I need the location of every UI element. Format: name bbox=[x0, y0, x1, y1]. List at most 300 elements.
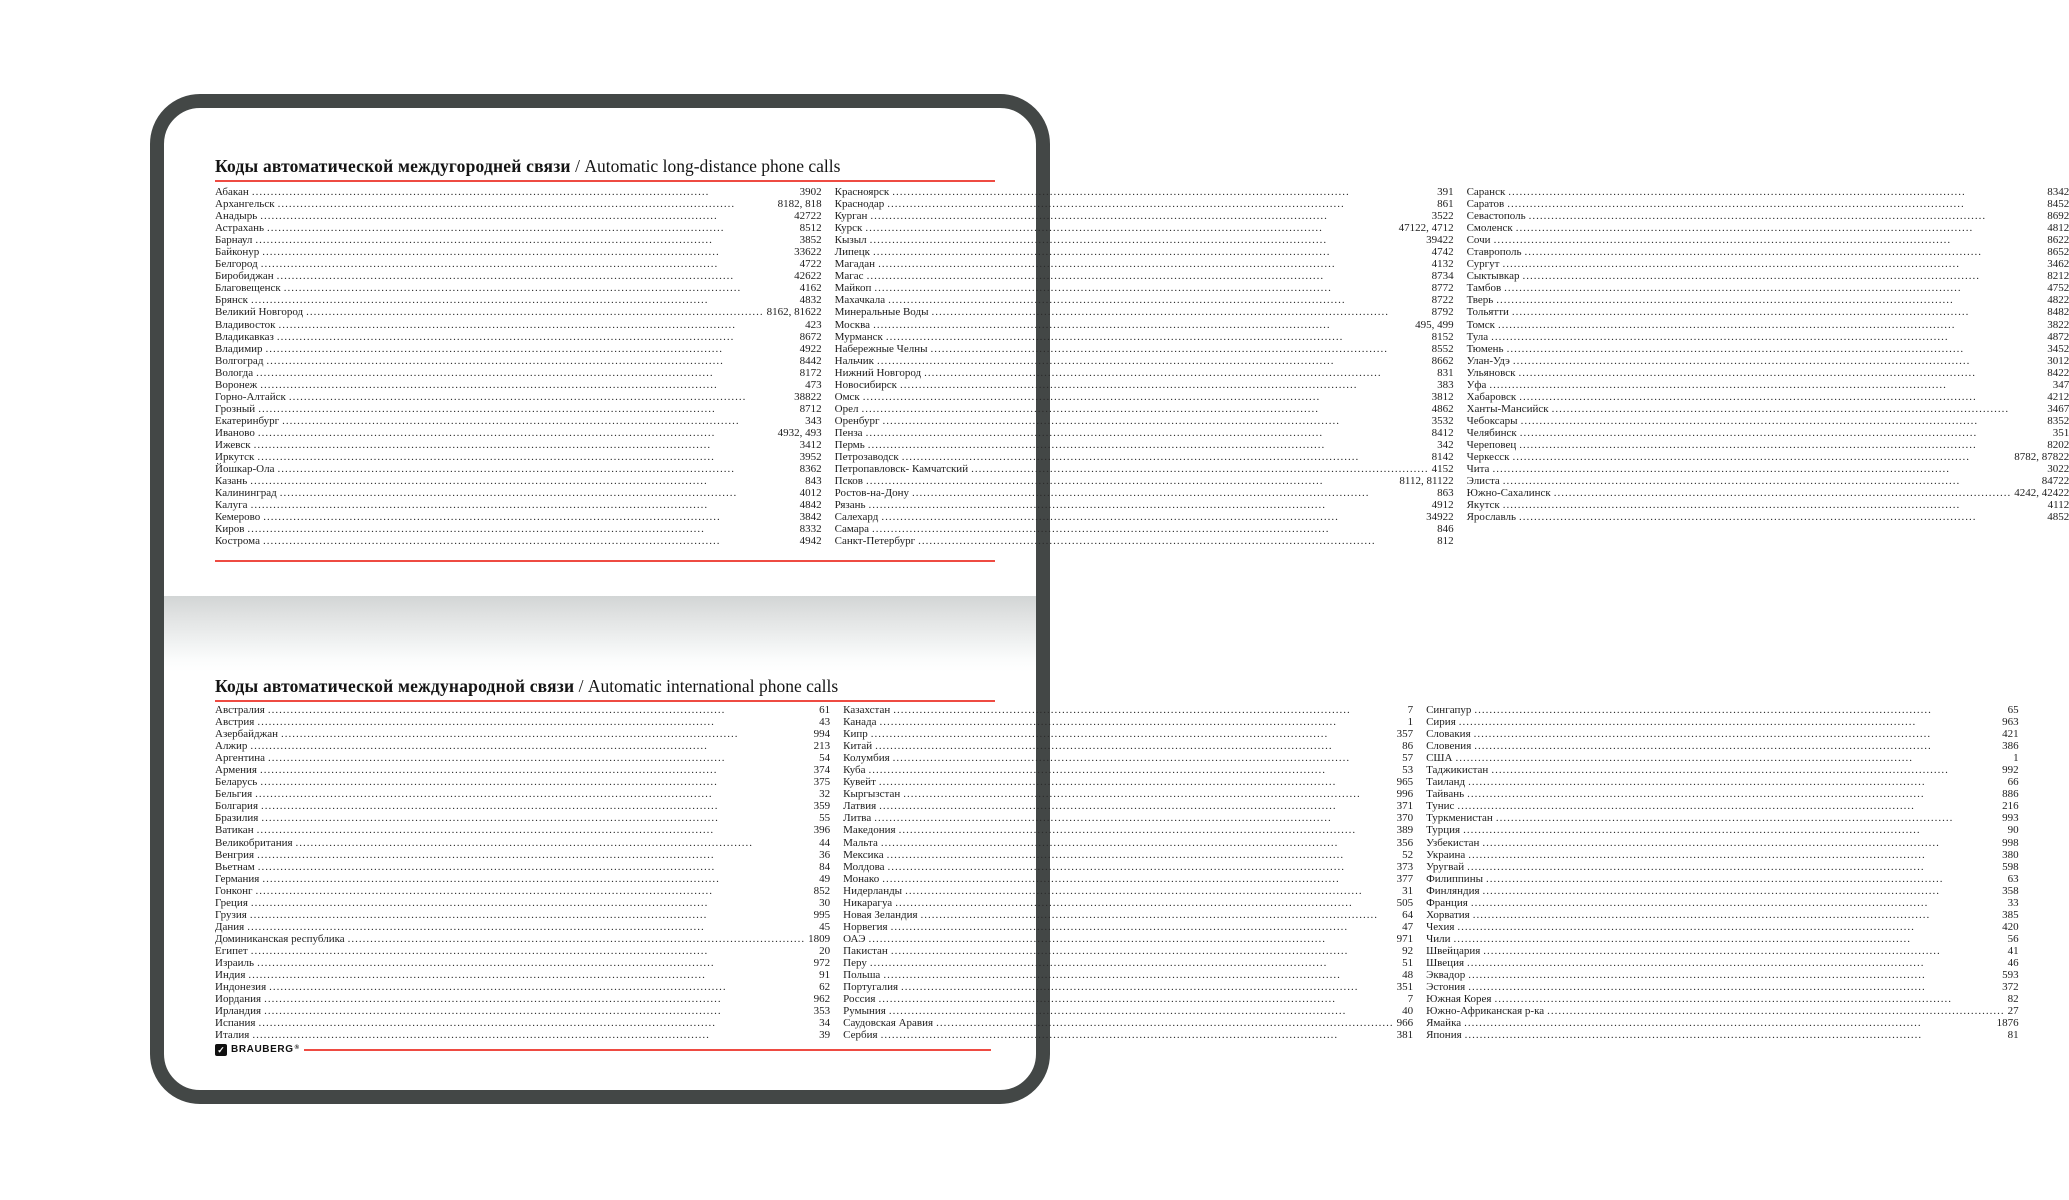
phone-code-entry bbox=[835, 331, 1454, 343]
entry-code: 3532 bbox=[1431, 414, 1454, 427]
entry-name: США bbox=[1426, 752, 1453, 765]
entry-code: 216 bbox=[2002, 800, 2019, 813]
entry-name: Тамбов bbox=[1466, 282, 1502, 295]
entry-code: 886 bbox=[2002, 788, 2019, 801]
entry-name: Дания bbox=[215, 920, 245, 933]
dot-leader bbox=[903, 788, 1393, 800]
phone-code-entry bbox=[1467, 270, 2069, 282]
phone-code-entry bbox=[835, 294, 1454, 306]
phone-code-entry bbox=[215, 837, 830, 849]
entry-name: Кувейт bbox=[843, 776, 876, 789]
entry-code: 421 bbox=[2002, 728, 2019, 741]
dot-leader bbox=[1504, 282, 2044, 294]
phone-code-entry bbox=[1467, 306, 2069, 318]
entry-name: Анадырь bbox=[215, 210, 258, 223]
phone-code-entry bbox=[215, 800, 830, 812]
phone-code-entry bbox=[843, 861, 1413, 873]
dot-leader bbox=[1457, 921, 1999, 933]
phone-code-entry bbox=[843, 969, 1413, 981]
entry-name: Южно-Сахалинск bbox=[1466, 487, 1551, 500]
entry-code: 54 bbox=[819, 752, 831, 765]
entry-code: 64 bbox=[1402, 908, 1414, 921]
entry-code: 372 bbox=[2002, 981, 2019, 994]
dot-leader bbox=[257, 849, 816, 861]
entry-name: Бельгия bbox=[215, 788, 253, 801]
dot-leader bbox=[875, 740, 1399, 752]
entry-name: Улан-Удэ bbox=[1466, 354, 1510, 367]
entry-name: Румыния bbox=[843, 1005, 886, 1018]
entry-code: 994 bbox=[813, 728, 831, 741]
entry-name: Калининград bbox=[215, 487, 277, 500]
phone-code-entry bbox=[215, 222, 822, 234]
dot-leader bbox=[289, 391, 791, 403]
phone-code-entry bbox=[215, 463, 822, 475]
dot-leader bbox=[921, 909, 1400, 921]
phone-code-entry bbox=[1467, 511, 2069, 523]
phone-code-entry bbox=[843, 897, 1413, 909]
dot-leader bbox=[887, 849, 1400, 861]
code-column-2 bbox=[843, 704, 1413, 1041]
entry-code: 38822 bbox=[794, 390, 822, 403]
phone-code-entry bbox=[215, 379, 822, 391]
entry-name: Россия bbox=[843, 993, 876, 1006]
dot-leader bbox=[881, 837, 1394, 849]
dot-leader bbox=[284, 282, 797, 294]
entry-code: 34 bbox=[819, 1017, 831, 1030]
phone-code-entry bbox=[215, 258, 822, 270]
dot-leader bbox=[1508, 186, 2044, 198]
phone-code-entry bbox=[1426, 897, 2019, 909]
section-title-ru: Коды автоматической международной связи bbox=[215, 676, 575, 696]
phone-code-entry bbox=[835, 403, 1454, 415]
dot-leader bbox=[872, 523, 1434, 535]
entry-code: 4722 bbox=[799, 258, 822, 271]
dot-leader bbox=[1489, 379, 2049, 391]
entry-name: Москва bbox=[834, 318, 871, 331]
entry-name: Швейцария bbox=[1426, 944, 1481, 957]
phone-code-entry bbox=[835, 222, 1454, 234]
dot-leader bbox=[893, 752, 1399, 764]
dot-leader bbox=[281, 728, 811, 740]
entry-code: 4162 bbox=[799, 282, 822, 295]
entry-code: 343 bbox=[805, 414, 822, 427]
dot-leader bbox=[936, 1017, 1394, 1029]
entry-name: Салехард bbox=[834, 511, 879, 524]
phone-code-entry bbox=[1467, 355, 2069, 367]
section-title-en: / Automatic long-distance phone calls bbox=[575, 156, 841, 176]
entry-code: 420 bbox=[2002, 920, 2019, 933]
entry-name: Якутск bbox=[1466, 499, 1500, 512]
phone-code-entry bbox=[215, 861, 830, 873]
dot-leader bbox=[258, 1017, 816, 1029]
entry-name: Нальчик bbox=[834, 354, 874, 367]
phone-code-entry bbox=[215, 487, 822, 499]
entry-code: 861 bbox=[1437, 198, 1454, 211]
entry-code: 8112, 81122 bbox=[1399, 475, 1454, 488]
entry-code: 8512 bbox=[799, 222, 822, 235]
dot-leader bbox=[1467, 957, 2005, 969]
entry-code: 971 bbox=[1396, 932, 1414, 945]
entry-name: Мальта bbox=[843, 836, 878, 849]
entry-name: Казахстан bbox=[843, 704, 891, 716]
entry-code: 8672 bbox=[799, 330, 822, 343]
dot-leader bbox=[255, 885, 810, 897]
entry-code: 4942 bbox=[799, 535, 822, 548]
entry-name: Тюмень bbox=[1466, 342, 1504, 355]
phone-code-entry bbox=[215, 812, 830, 824]
dot-leader bbox=[260, 379, 802, 391]
entry-code: 47 bbox=[1402, 920, 1414, 933]
phone-code-entry bbox=[1467, 331, 2069, 343]
dot-leader bbox=[1491, 764, 1999, 776]
entry-code: 383 bbox=[1437, 378, 1454, 391]
entry-code: 8782, 87822 bbox=[2014, 451, 2069, 464]
entry-code: 3462 bbox=[2047, 258, 2069, 271]
entry-name: Великобритания bbox=[215, 836, 293, 849]
entry-code: 3012 bbox=[2047, 354, 2069, 367]
phone-code-entry bbox=[843, 957, 1413, 969]
entry-name: Швеция bbox=[1426, 956, 1465, 969]
phone-code-entry bbox=[215, 415, 822, 427]
phone-code-entry bbox=[215, 343, 822, 355]
entry-code: 7 bbox=[1407, 704, 1414, 716]
entry-code: 8182, 818 bbox=[777, 198, 822, 211]
entry-code: 965 bbox=[1396, 776, 1414, 789]
phone-code-entry bbox=[1467, 186, 2069, 198]
entry-code: 55 bbox=[819, 812, 831, 825]
dot-leader bbox=[891, 945, 1399, 957]
entry-code: 4012 bbox=[799, 487, 822, 500]
phone-code-entry bbox=[843, 740, 1413, 752]
entry-name: Перу bbox=[843, 956, 867, 969]
phone-code-entry bbox=[1467, 451, 2069, 463]
entry-code: 377 bbox=[1396, 872, 1414, 885]
dot-leader bbox=[1507, 198, 2044, 210]
phone-code-entry bbox=[843, 728, 1413, 740]
entry-name: Киров bbox=[215, 523, 245, 536]
entry-name: Алжир bbox=[215, 740, 248, 753]
entry-code: 52 bbox=[1402, 848, 1414, 861]
dot-leader bbox=[869, 764, 1400, 776]
entry-name: Брянск bbox=[215, 294, 248, 307]
phone-code-entry bbox=[1467, 475, 2069, 487]
dot-leader bbox=[261, 258, 797, 270]
dot-leader bbox=[971, 463, 1429, 475]
phone-code-entry bbox=[215, 427, 822, 439]
entry-name: Курск bbox=[834, 222, 863, 235]
entry-code: 8142 bbox=[1431, 451, 1454, 464]
phone-code-entry bbox=[843, 752, 1413, 764]
entry-code: 8412 bbox=[1431, 426, 1454, 439]
entry-name: Сирия bbox=[1426, 716, 1456, 729]
entry-code: 3412 bbox=[799, 438, 822, 451]
entry-code: 353 bbox=[813, 1005, 831, 1018]
dot-leader bbox=[1507, 343, 2045, 355]
entry-code: 863 bbox=[1437, 487, 1454, 500]
section-title-en: / Automatic international phone calls bbox=[578, 676, 839, 696]
entry-name: Ханты-Мансийск bbox=[1466, 402, 1549, 415]
dot-leader bbox=[1464, 1017, 1994, 1029]
brauberg-checkmark-icon: ✓ bbox=[215, 1044, 227, 1056]
dot-leader bbox=[902, 451, 1429, 463]
phone-code-entry bbox=[215, 981, 830, 993]
dot-leader bbox=[282, 415, 802, 427]
entry-code: 8452 bbox=[2047, 198, 2069, 211]
dot-leader bbox=[1503, 499, 2045, 511]
entry-name: Гонконг bbox=[215, 884, 253, 897]
entry-code: 423 bbox=[805, 318, 822, 331]
dot-leader bbox=[912, 487, 1434, 499]
dot-leader bbox=[263, 511, 796, 523]
entry-code: 371 bbox=[1396, 800, 1414, 813]
entry-code: 1 bbox=[1407, 716, 1414, 729]
entry-code: 992 bbox=[2002, 764, 2019, 777]
dot-leader bbox=[263, 535, 797, 547]
dot-leader bbox=[251, 945, 816, 957]
entry-code: 44 bbox=[819, 836, 831, 849]
entry-name: Колумбия bbox=[843, 752, 890, 765]
dot-leader bbox=[1520, 427, 2050, 439]
entry-code: 351 bbox=[1396, 981, 1414, 994]
phone-code-entry bbox=[843, 849, 1413, 861]
entry-code: 33 bbox=[2007, 896, 2019, 909]
code-column-3 bbox=[1426, 704, 2019, 1041]
entry-code: 351 bbox=[2052, 426, 2069, 439]
entry-code: 56 bbox=[2007, 932, 2019, 945]
entry-name: Мурманск bbox=[834, 330, 883, 343]
entry-code: 374 bbox=[813, 764, 831, 777]
entry-name: Словения bbox=[1426, 740, 1472, 753]
dot-leader bbox=[888, 861, 1394, 873]
dot-leader bbox=[1459, 716, 1999, 728]
phone-code-entry bbox=[215, 1005, 830, 1017]
footer bbox=[215, 1044, 991, 1056]
dot-leader bbox=[1519, 439, 2044, 451]
entry-code: 3822 bbox=[2047, 318, 2069, 331]
dot-leader bbox=[1494, 234, 2045, 246]
entry-code: 8552 bbox=[1431, 342, 1454, 355]
entry-name: Кипр bbox=[843, 728, 868, 741]
phone-code-entry bbox=[215, 367, 822, 379]
phone-code-entry bbox=[835, 535, 1454, 547]
phone-code-entry bbox=[1426, 1029, 2019, 1041]
entry-name: Израиль bbox=[215, 956, 255, 969]
dot-leader bbox=[905, 885, 1399, 897]
phone-code-entry bbox=[1467, 210, 2069, 222]
entry-name: Пакистан bbox=[843, 944, 888, 957]
phone-code-entry bbox=[1426, 933, 2019, 945]
entry-name: Липецк bbox=[834, 246, 870, 259]
phone-code-entry bbox=[835, 451, 1454, 463]
entry-name: Сургут bbox=[1466, 258, 1500, 271]
entry-name: Магас bbox=[834, 270, 864, 283]
entry-code: 213 bbox=[813, 740, 831, 753]
entry-code: 4922 bbox=[799, 342, 822, 355]
entry-name: Ставрополь bbox=[1466, 246, 1522, 259]
phone-code-entry bbox=[1467, 379, 2069, 391]
phone-code-entry bbox=[835, 210, 1454, 222]
entry-name: Ижевск bbox=[215, 438, 251, 451]
entry-code: 8734 bbox=[1431, 270, 1454, 283]
phone-code-entry bbox=[1426, 861, 2019, 873]
dot-leader bbox=[888, 294, 1428, 306]
phone-code-entry bbox=[1426, 788, 2019, 800]
dot-leader bbox=[871, 728, 1394, 740]
entry-name: Воронеж bbox=[215, 378, 258, 391]
dot-leader bbox=[866, 427, 1429, 439]
entry-code: 8162, 81622 bbox=[766, 306, 822, 319]
phone-code-entry bbox=[1467, 463, 2069, 475]
entry-name: Рязань bbox=[834, 499, 866, 512]
entry-name: Иордания bbox=[215, 993, 262, 1006]
dot-leader bbox=[257, 957, 811, 969]
entry-code: 4912 bbox=[1431, 499, 1454, 512]
entry-code: 8422 bbox=[2047, 366, 2069, 379]
entry-code: 82 bbox=[2007, 993, 2019, 1006]
dot-leader bbox=[879, 993, 1405, 1005]
phone-code-entry bbox=[1426, 993, 2019, 1005]
phone-code-entry bbox=[215, 824, 830, 836]
entry-code: 47122, 4712 bbox=[1398, 222, 1454, 235]
phone-code-entry bbox=[215, 752, 830, 764]
dot-leader bbox=[266, 343, 797, 355]
dot-leader bbox=[1465, 1029, 2005, 1041]
phone-code-entry bbox=[215, 210, 822, 222]
entry-name: Курган bbox=[834, 210, 868, 223]
entry-name: Ростов-на-Дону bbox=[834, 487, 909, 500]
entry-name: Молдова bbox=[843, 860, 885, 873]
phone-code-entry bbox=[835, 487, 1454, 499]
phone-code-entry bbox=[835, 319, 1454, 331]
entry-name: Беларусь bbox=[215, 776, 258, 789]
dot-leader bbox=[1512, 451, 2011, 463]
entry-name: Севастополь bbox=[1466, 210, 1526, 223]
dot-leader bbox=[866, 475, 1396, 487]
phone-code-entry bbox=[835, 198, 1454, 210]
entry-code: 20 bbox=[819, 944, 831, 957]
diary-pages bbox=[164, 108, 2069, 1090]
entry-name: Набережные Челны bbox=[834, 342, 928, 355]
entry-code: 84 bbox=[819, 860, 831, 873]
dot-leader bbox=[257, 451, 796, 463]
entry-name: Чебоксары bbox=[1466, 414, 1518, 427]
international-code-list bbox=[215, 704, 2019, 1042]
entry-code: 86 bbox=[1402, 740, 1414, 753]
entry-code: 1876 bbox=[1996, 1017, 2019, 1030]
dot-leader bbox=[277, 270, 791, 282]
phone-code-entry bbox=[1426, 752, 2019, 764]
dot-leader bbox=[1519, 391, 2044, 403]
entry-name: Куба bbox=[843, 764, 866, 777]
phone-code-entry bbox=[1426, 885, 2019, 897]
entry-code: 972 bbox=[813, 956, 831, 969]
dot-leader bbox=[266, 355, 796, 367]
dot-leader bbox=[1486, 873, 2005, 885]
dot-leader bbox=[879, 716, 1404, 728]
phone-code-entry bbox=[215, 451, 822, 463]
dot-leader bbox=[277, 463, 796, 475]
phone-code-entry bbox=[843, 776, 1413, 788]
entry-code: 27 bbox=[2007, 1005, 2019, 1018]
entry-name: Черкесск bbox=[1466, 451, 1510, 464]
dot-leader bbox=[1516, 222, 2045, 234]
entry-name: Туркменистан bbox=[1426, 812, 1493, 825]
entry-code: 385 bbox=[2002, 908, 2019, 921]
page-fold-gradient bbox=[164, 596, 1036, 672]
entry-name: Турция bbox=[1426, 824, 1461, 837]
entry-name: Чита bbox=[1466, 463, 1490, 476]
dot-leader bbox=[1529, 210, 2045, 222]
entry-name: ОАЭ bbox=[843, 932, 866, 945]
entry-code: 53 bbox=[1402, 764, 1414, 777]
phone-code-entry bbox=[835, 391, 1454, 403]
dot-leader bbox=[918, 535, 1434, 547]
dot-leader bbox=[900, 379, 1434, 391]
entry-code: 4852 bbox=[2047, 511, 2069, 524]
phone-code-entry bbox=[215, 704, 830, 716]
phone-code-entry bbox=[1426, 716, 2019, 728]
dot-leader bbox=[878, 258, 1429, 270]
phone-code-entry bbox=[835, 282, 1454, 294]
entry-code: 45 bbox=[819, 920, 831, 933]
dot-leader bbox=[262, 873, 816, 885]
entry-name: Эквадор bbox=[1426, 969, 1466, 982]
entry-name: Таджикистан bbox=[1426, 764, 1489, 777]
entry-name: Индия bbox=[215, 969, 246, 982]
entry-code: 389 bbox=[1396, 824, 1414, 837]
phone-code-entry bbox=[215, 403, 822, 415]
dot-leader bbox=[268, 704, 816, 716]
phone-code-entry bbox=[215, 331, 822, 343]
entry-code: 396 bbox=[813, 824, 831, 837]
entry-code: 1 bbox=[2013, 752, 2019, 765]
dot-leader bbox=[1483, 885, 2000, 897]
phone-code-entry bbox=[215, 921, 830, 933]
entry-name: Череповец bbox=[1466, 438, 1517, 451]
entry-name: Канада bbox=[843, 716, 877, 729]
dot-leader bbox=[1468, 776, 2004, 788]
dot-leader bbox=[874, 812, 1393, 824]
dot-leader bbox=[1519, 511, 2044, 523]
entry-name: Сочи bbox=[1466, 234, 1491, 247]
phone-code-entry bbox=[1467, 319, 2069, 331]
long-distance-code-list bbox=[215, 186, 2069, 548]
entry-code: 8792 bbox=[1431, 306, 1454, 319]
code-column-1 bbox=[215, 704, 830, 1041]
entry-code: 995 bbox=[813, 908, 831, 921]
phone-code-entry bbox=[835, 475, 1454, 487]
dot-leader bbox=[865, 222, 1395, 234]
entry-name: Калуга bbox=[215, 499, 248, 512]
entry-name: Украина bbox=[1426, 848, 1466, 861]
entry-code: 62 bbox=[819, 981, 831, 994]
entry-name: Южная Корея bbox=[1426, 993, 1492, 1006]
section-title-ru: Коды автоматической междугородней связи bbox=[215, 156, 571, 176]
phone-code-entry bbox=[215, 282, 822, 294]
phone-code-entry bbox=[1467, 487, 2069, 499]
entry-code: 370 bbox=[1396, 812, 1414, 825]
dot-leader bbox=[891, 921, 1400, 933]
entry-code: 381 bbox=[1396, 1029, 1414, 1042]
phone-code-entry bbox=[215, 945, 830, 957]
phone-code-entry bbox=[1467, 367, 2069, 379]
phone-code-entry bbox=[215, 1029, 830, 1041]
dot-leader bbox=[260, 764, 811, 776]
brand-name: BRAUBERG bbox=[231, 1044, 294, 1055]
entry-name: Красноярск bbox=[834, 186, 890, 198]
entry-code: 4152 bbox=[1431, 463, 1454, 476]
entry-code: 4742 bbox=[1431, 246, 1454, 259]
